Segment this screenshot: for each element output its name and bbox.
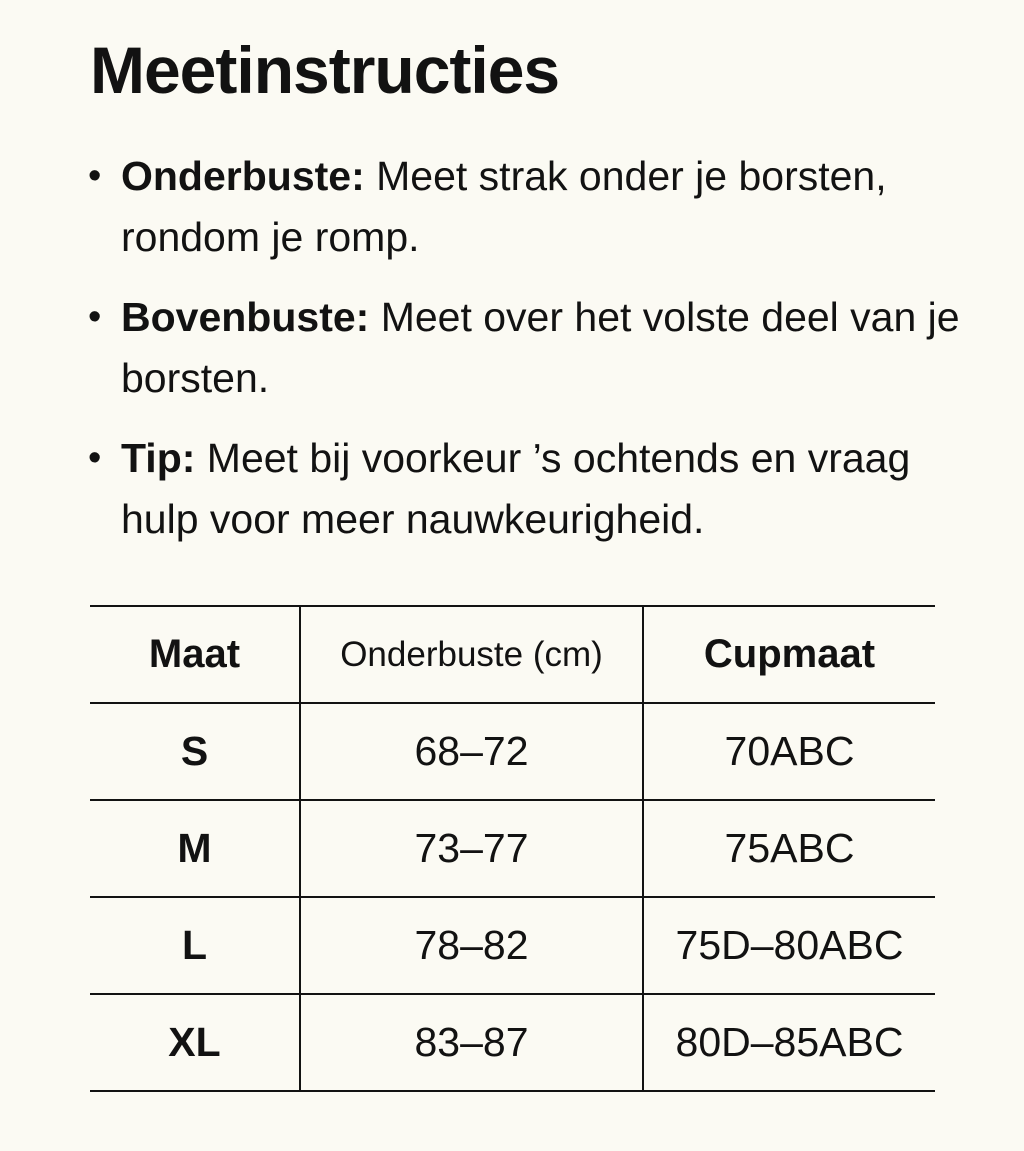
underbust-cell: 73–77 — [300, 800, 643, 897]
instruction-term: Bovenbuste: — [121, 294, 370, 340]
page-title: Meetinstructies — [90, 33, 560, 107]
table-row — [90, 994, 935, 1091]
size-cell: S — [90, 703, 300, 800]
column-header-onderbuste: Onderbuste (cm) — [300, 606, 643, 703]
size-cell: L — [90, 897, 300, 994]
size-cell: XL — [90, 994, 300, 1091]
underbust-cell: 68–72 — [300, 703, 643, 800]
cup-size-cell: 80D–85ABC — [643, 994, 935, 1091]
instructions-list — [88, 146, 988, 569]
table-row — [90, 703, 935, 800]
cup-size-cell: 75D–80ABC — [643, 897, 935, 994]
table-row — [90, 800, 935, 897]
bullet-icon: • — [88, 296, 102, 338]
cup-size-cell: 75ABC — [643, 800, 935, 897]
bullet-icon: • — [88, 437, 102, 479]
instruction-tip — [88, 428, 988, 550]
instruction-term: Onderbuste: — [121, 153, 365, 199]
instruction-bovenbuste — [88, 287, 988, 409]
bullet-icon: • — [88, 155, 102, 197]
cup-size-cell: 70ABC — [643, 703, 935, 800]
instruction-text: Meet over het volste deel van je borsten. — [121, 294, 960, 401]
underbust-cell: 78–82 — [300, 897, 643, 994]
underbust-cell: 83–87 — [300, 994, 643, 1091]
instruction-onderbuste — [88, 146, 988, 268]
column-header-maat: Maat — [90, 606, 300, 703]
column-header-cupmaat: Cupmaat — [643, 606, 935, 703]
instruction-term: Tip: — [121, 435, 196, 481]
table-row — [90, 897, 935, 994]
size-cell: M — [90, 800, 300, 897]
instruction-text: Meet strak onder je borsten, rondom je romp. — [121, 153, 887, 260]
table-header-row — [90, 606, 935, 703]
instruction-text: Meet bij voorkeur ’s ochtends en vraag hulp voor meer nauwkeurigheid. — [121, 435, 911, 542]
size-table — [90, 605, 935, 1092]
